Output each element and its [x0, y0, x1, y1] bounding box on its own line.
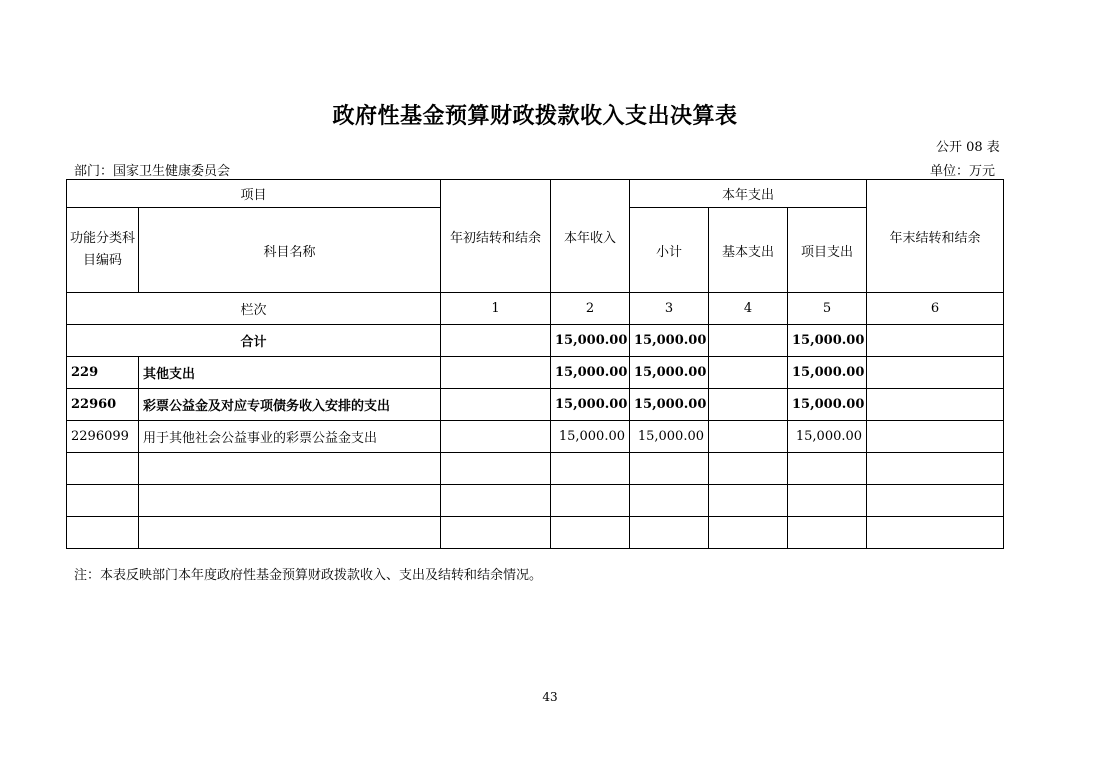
row-subject-name [139, 485, 441, 517]
row-opening-balance [441, 389, 551, 421]
column-index-5: 5 [788, 293, 867, 325]
row-closing-balance [867, 453, 1004, 485]
column-index-6: 6 [867, 293, 1004, 325]
row-subtotal [630, 453, 709, 485]
table-row [67, 485, 1004, 517]
row-income: 15,000.00 [551, 357, 630, 389]
header-func-code: 功能分类科目编码 [67, 208, 139, 293]
row-opening-balance [441, 325, 551, 357]
column-index-1: 1 [441, 293, 551, 325]
table-row [67, 357, 1004, 389]
row-project-expenditure [788, 453, 867, 485]
row-subtotal: 15,000.00 [630, 421, 709, 453]
row-func-code [67, 485, 139, 517]
row-subject-name: 其他支出 [139, 357, 441, 389]
header-row-top [67, 180, 1004, 208]
row-subtotal [630, 517, 709, 549]
row-closing-balance [867, 325, 1004, 357]
row-project-expenditure: 15,000.00 [788, 325, 867, 357]
row-basic-expenditure [709, 357, 788, 389]
budget-table [66, 179, 1004, 549]
table-row [67, 453, 1004, 485]
header-opening-balance: 年初结转和结余 [441, 180, 551, 293]
row-opening-balance [441, 421, 551, 453]
column-index-2: 2 [551, 293, 630, 325]
header-project-expenditure: 项目支出 [788, 208, 867, 293]
row-subject-name: 用于其他社会公益事业的彩票公益金支出 [139, 421, 441, 453]
row-subtotal [630, 485, 709, 517]
row-project-expenditure: 15,000.00 [788, 421, 867, 453]
row-func-code: 229 [67, 357, 139, 389]
table-row [67, 421, 1004, 453]
row-closing-balance [867, 485, 1004, 517]
row-basic-expenditure [709, 485, 788, 517]
row-income: 15,000.00 [551, 421, 630, 453]
table-row [67, 389, 1004, 421]
row-subtotal: 15,000.00 [630, 389, 709, 421]
row-income [551, 517, 630, 549]
row-basic-expenditure [709, 453, 788, 485]
header-expenditure: 本年支出 [630, 180, 867, 208]
form-number: 公开 08 表 [936, 140, 1000, 155]
row-income: 15,000.00 [551, 389, 630, 421]
row-opening-balance [441, 517, 551, 549]
header-subtotal: 小计 [630, 208, 709, 293]
row-subject-name: 彩票公益金及对应专项债务收入安排的支出 [139, 389, 441, 421]
unit-label: 单位：万元 [930, 164, 996, 179]
row-closing-balance [867, 389, 1004, 421]
row-subtotal: 15,000.00 [630, 357, 709, 389]
table-row [67, 517, 1004, 549]
row-project-expenditure [788, 485, 867, 517]
row-subject-name [139, 453, 441, 485]
row-opening-balance [441, 453, 551, 485]
row-opening-balance [441, 357, 551, 389]
row-income: 15,000.00 [551, 325, 630, 357]
row-basic-expenditure [709, 517, 788, 549]
row-func-code: 2296099 [67, 421, 139, 453]
row-func-code [67, 453, 139, 485]
row-opening-balance [441, 485, 551, 517]
row-basic-expenditure [709, 389, 788, 421]
column-index-row [67, 293, 1004, 325]
department-label: 部门：国家卫生健康委员会 [74, 164, 231, 179]
column-index-4: 4 [709, 293, 788, 325]
row-func-code [67, 517, 139, 549]
row-basic-expenditure [709, 325, 788, 357]
row-subtotal: 15,000.00 [630, 325, 709, 357]
page-number: 43 [542, 690, 558, 704]
header-closing-balance: 年末结转和结余 [867, 180, 1004, 293]
row-subject-name [139, 517, 441, 549]
column-index-label: 栏次 [67, 293, 441, 325]
header-subject-name: 科目名称 [139, 208, 441, 293]
column-index-3: 3 [630, 293, 709, 325]
row-project-expenditure: 15,000.00 [788, 357, 867, 389]
row-func-code: 22960 [67, 389, 139, 421]
table-row [67, 325, 1004, 357]
header-income: 本年收入 [551, 180, 630, 293]
row-subject-name: 合计 [67, 325, 441, 357]
row-income [551, 453, 630, 485]
footnote: 注：本表反映部门本年度政府性基金预算财政拨款收入、支出及结转和结余情况。 [74, 568, 543, 583]
row-closing-balance [867, 517, 1004, 549]
row-project-expenditure [788, 517, 867, 549]
row-project-expenditure: 15,000.00 [788, 389, 867, 421]
row-basic-expenditure [709, 421, 788, 453]
row-income [551, 485, 630, 517]
header-project: 项目 [67, 180, 441, 208]
header-basic-expenditure: 基本支出 [709, 208, 788, 293]
row-closing-balance [867, 421, 1004, 453]
row-closing-balance [867, 357, 1004, 389]
report-title: 政府性基金预算财政拨款收入支出决算表 [332, 103, 738, 129]
table-body [67, 180, 1004, 549]
